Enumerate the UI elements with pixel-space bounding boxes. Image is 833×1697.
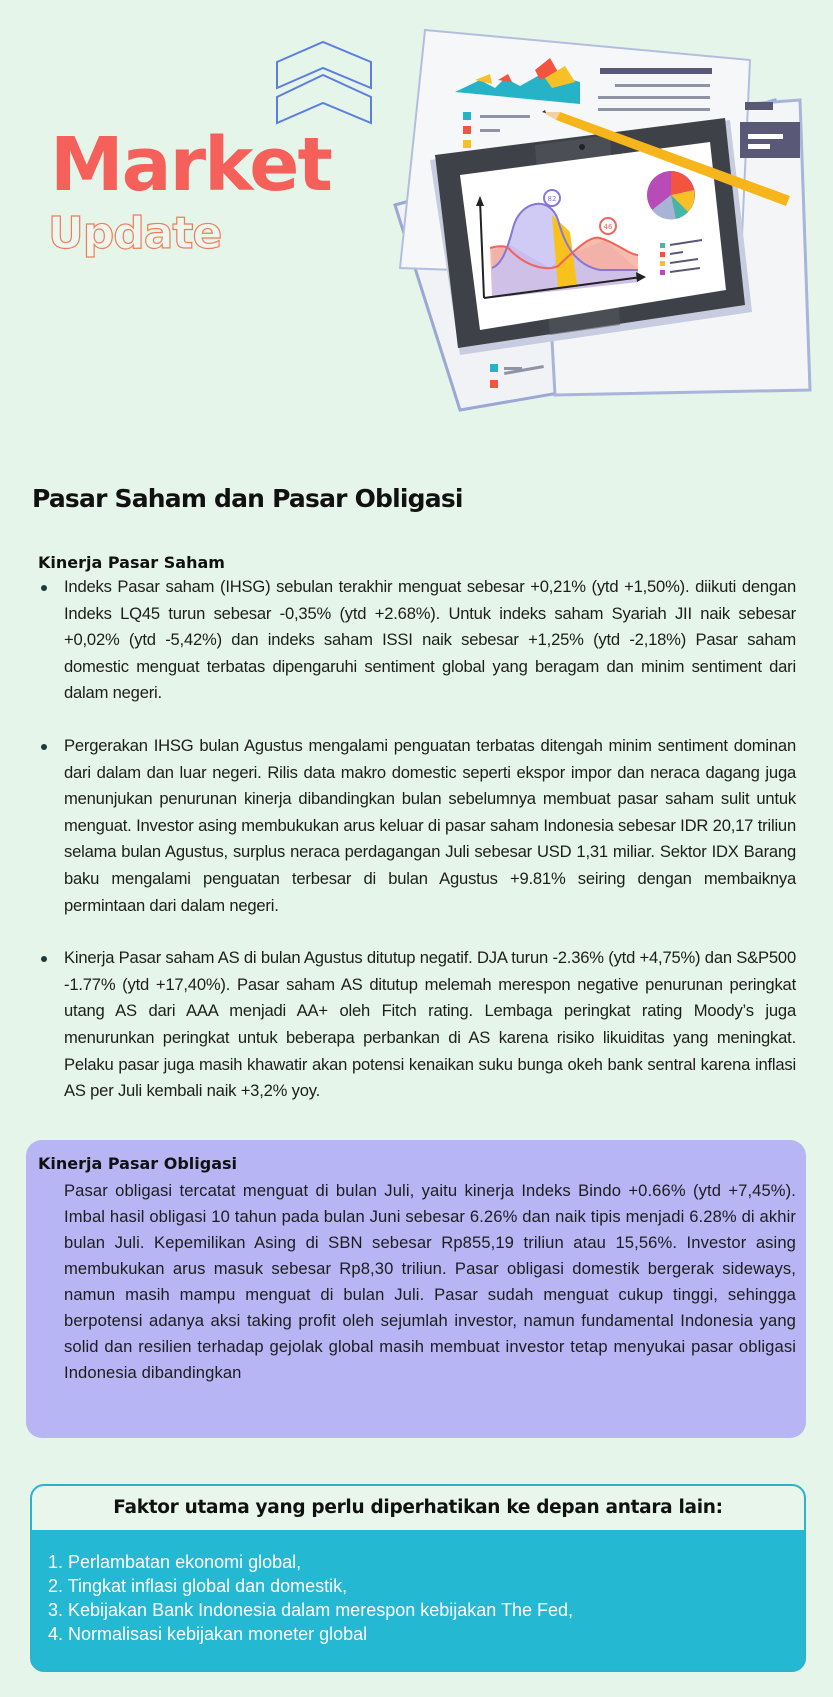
key-factors-list (32, 1530, 804, 1646)
stock-market-heading: Kinerja Pasar Saham (38, 553, 225, 572)
key-factors-heading: Faktor utama yang perlu diperhatikan ke depan antara lain: (32, 1486, 804, 1530)
title-update: Update (48, 208, 222, 259)
section-title: Pasar Saham dan Pasar Obligasi (32, 484, 463, 513)
bond-market-heading: Kinerja Pasar Obligasi (38, 1154, 238, 1173)
stock-market-bullets (38, 574, 796, 1105)
key-factors-box (30, 1484, 806, 1672)
factor-item: 2. Tingkat inflasi global dan domestik, (48, 1576, 348, 1596)
factor-item: 4. Normalisasi kebijakan moneter global (48, 1624, 368, 1644)
factor-item: 1. Perlambatan ekonomi global, (48, 1552, 302, 1572)
chart-callout-46: 46 (603, 223, 613, 231)
bullet-item: Indeks Pasar saham (IHSG) sebulan terakhir menguat sebesar +0,21% (ytd +1,50%). diikuti dengan Indeks LQ45 turun sebesar -0,35% (ytd +2.68%). Untuk indeks saham Syariah JII naik sebesar +0,02% (ytd -5,42%) dan indeks saham ISSI naik sebesar +1,25% (ytd -2,18%) Pasar saham domestic menguat terbatas dipengaruhi sentiment global yang beragam dan minim sentiment dari dalam negeri. (38, 574, 796, 707)
factor-item: 3. Kebijakan Bank Indonesia dalam merespon kebijakan The Fed, (48, 1600, 573, 1620)
double-chevron-up-icon (275, 40, 375, 130)
chart-callout-82: 82 (547, 195, 557, 203)
bullet-item: Kinerja Pasar saham AS di bulan Agustus ditutup negatif. DJA turun -2.36% (ytd +4,75%) dan S&P500 -1.77% (ytd +17,40%). Pasar saham AS ditutup melemah merespon negative penurunan peringkat utang AS dari AAA menjadi AA+ oleh Fitch rating. Lembaga peringkat rating Moody’s juga menurunkan peringkat untuk beberapa perbankan di AS karena risiko likuiditas yang meningkat. Pelaku pasar juga masih khawatir akan potensi kenaikan suku bunga okeh bank sentral karena inflasi AS per Juli kembali naik +3,2% yoy. (38, 945, 796, 1105)
hero-banner (0, 0, 833, 440)
bond-market-paragraph: Pasar obligasi tercatat menguat di bulan Juli, yaitu kinerja Indeks Bindo +0.66% (ytd +7,45%). Imbal hasil obligasi 10 tahun pada bulan Juni sebesar 6.26% dan naik tipis menjadi 6.28% di akhir bulan Juli. Kepemilikan Asing di SBN sebesar Rp855,19 triliun atau 15,56%. Investor asing membukukan arus masuk sebesar Rp8,30 triliun. Pasar obligasi domestik bergerak sideways, namun masih mampu menguat di bulan Juli. Pasar sudah menguat cukup tinggi, sehingga berpotensi adanya aksi taking profit oleh sejumlah investor, namun fundamental Indonesia yang solid dan resilien terhadap gejolak global masih membuat investor tetap menyukai pasar obligasi Indonesia dibandingkan (64, 1181, 796, 1382)
tablet-report-illustration (380, 0, 833, 420)
stock-market-section (38, 553, 796, 1131)
bullet-item: Pergerakan IHSG bulan Agustus mengalami penguatan terbatas ditengah minim sentiment dominan dari dalam dan luar negeri. Rilis data makro domestic seperti ekspor impor dan neraca dagang juga menunjukan penurunan kinerja dibandingkan bulan sebelumnya membuat pasar saham sulit untuk menguat. Investor asing membukukan arus keluar di pasar saham Indonesia sebesar IDR 20,17 triliun selama bulan Agustus, surplus neraca perdagangan Juli sebesar USD 1,31 miliar. Sektor IDX Barang baku mengalami penguatan terbesar di bulan Agustus +9.81% seiring dengan membaiknya permintaan dari dalam negeri. (38, 733, 796, 919)
title-market: Market (50, 122, 331, 208)
bond-market-box (26, 1140, 806, 1438)
